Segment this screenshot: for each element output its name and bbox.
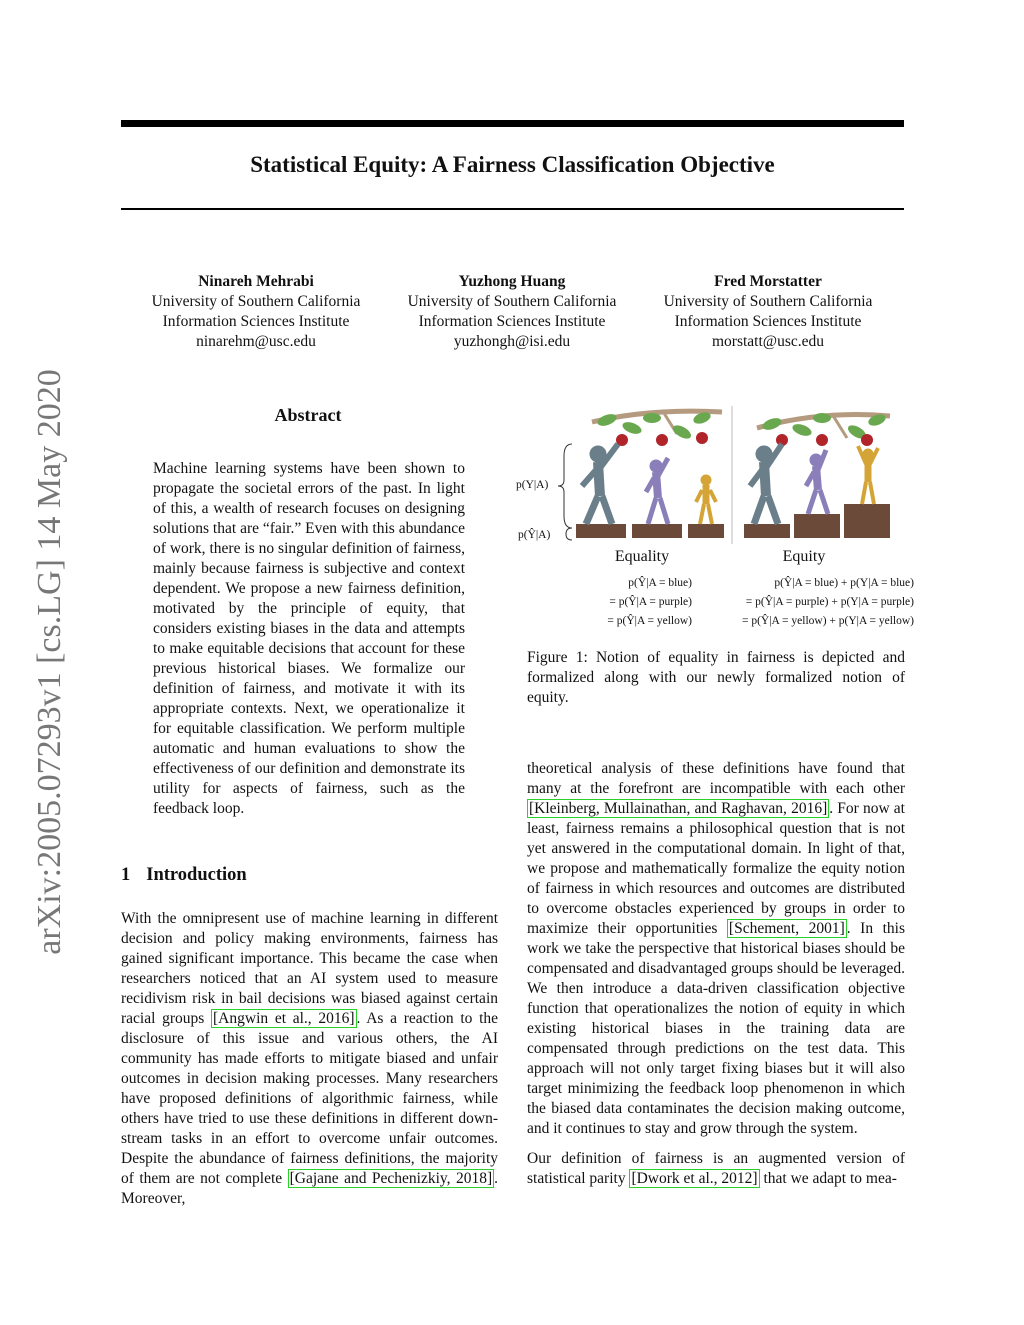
- equity-formula: [698, 574, 914, 631]
- person-purple-icon: [646, 458, 668, 524]
- box-icon: [576, 524, 626, 538]
- author-affiliation: Information Sciences Institute: [162, 313, 350, 330]
- formula-line: p(Ŷ|A = blue) + p(Y|A = blue): [774, 577, 914, 589]
- formula-line: = p(Ŷ|A = purple): [609, 596, 692, 608]
- equality-formula: [562, 574, 692, 631]
- box-icon: [794, 514, 840, 538]
- author-1: [128, 272, 384, 352]
- formula-line: = p(Ŷ|A = purple) + p(Y|A = purple): [745, 596, 914, 608]
- section-heading: [121, 865, 263, 886]
- equity-figures: [744, 444, 890, 538]
- person-blue-icon: [582, 444, 618, 524]
- author-3: [640, 272, 896, 352]
- label-p-y-a: p(Y|A): [516, 479, 549, 491]
- intro-left-column: [121, 909, 498, 1209]
- citation-link[interactable]: [Gajane and Pechenizkiy, 2018]: [289, 1170, 493, 1187]
- author-affiliation: University of Southern California: [151, 293, 361, 310]
- box-icon: [688, 524, 724, 538]
- citation-link[interactable]: [Dwork et al., 2012]: [631, 1170, 758, 1187]
- person-blue-icon: [750, 444, 782, 524]
- body-text: With the omnipresent use of machine learning in different decision and policy making environments, fairness has gained significant importance. This became the case when researchers noticed that an AI system used to measure recidivism risk in bail decisions was biased against certain racial groups: [121, 910, 498, 1027]
- author-name: Ninareh Mehrabi: [198, 273, 314, 290]
- paragraph: [527, 1149, 905, 1189]
- citation-link[interactable]: [Schement, 2001]: [728, 920, 845, 937]
- person-yellow-icon: [696, 475, 716, 524]
- apple-icon: [816, 434, 828, 446]
- equity-label: Equity: [782, 548, 826, 565]
- author-email: morstatt@usc.edu: [712, 333, 824, 350]
- tree-branch-icon: [757, 412, 890, 446]
- figure-1: [512, 404, 912, 636]
- section-title: Introduction: [146, 865, 247, 885]
- box-icon: [844, 504, 890, 538]
- author-affiliation: University of Southern California: [407, 293, 617, 310]
- abstract-text: Machine learning systems have been shown to propagate the societal errors of the past. In light of this, a wealth of research focuses on designing solutions that are “fair.” Even with this abundance of work, there is no singular definition of fairness, mainly because fairness is subjective and context dependent. We propose a new fairness definition, motivated by the principle of equity, that considers existing biases in the data and attempts to make equitable decisions that account for these previous historical biases. We formalize our definition of fairness, and motivate it with its appropriate contexts. Next, we operationalize it for equitable classification. We perform multiple automatic and human evaluations to show the effectiveness of our definition and demonstrate its utility for aspects of fairness, such as the feedback loop.: [153, 460, 465, 817]
- arxiv-sidebar: arXiv:2005.07293v1 [cs.LG] 14 May 2020: [31, 369, 68, 955]
- citation-link[interactable]: [Kleinberg, Mullainathan, and Raghavan, 2016]: [529, 800, 828, 817]
- brace-icon: [558, 444, 572, 528]
- author-affiliation: Information Sciences Institute: [418, 313, 606, 330]
- figure-caption: Figure 1: Notion of equality in fairness is depicted and formalized along with our newly formalized notion of equity.: [527, 649, 905, 706]
- intro-right-column: [527, 759, 905, 1189]
- apple-icon: [696, 432, 708, 444]
- author-email: ninarehm@usc.edu: [196, 333, 316, 350]
- title-rule: [121, 208, 904, 210]
- author-2: [384, 272, 640, 352]
- abstract-heading: Abstract: [274, 405, 342, 425]
- brace-icon: [566, 528, 572, 540]
- body-text: . In this work we take the perspective that historical biases should be compensated and disadvantaged groups should be leveraged. We then introduce a data-driven classification objective function that operationalizes the notion of equity in which existing historical biases in the training data are compensated through predictions on the test data. This approach will not only target fixing biases but it will also target minimizing the feedback loop phenomenon in which the biased data contaminates the decision making outcome, and it continues to stay and grow through the system.: [527, 920, 905, 1137]
- equality-label: Equality: [614, 548, 670, 565]
- author-email: yuzhongh@isi.edu: [453, 333, 571, 350]
- formula-line: = p(Ŷ|A = yellow): [607, 615, 692, 627]
- author-affiliation: Information Sciences Institute: [674, 313, 862, 330]
- person-yellow-icon: [858, 446, 878, 504]
- box-icon: [744, 524, 790, 538]
- tree-branch-icon: [592, 410, 722, 446]
- paper-title: Statistical Equity: A Fairness Classification Objective: [250, 152, 775, 177]
- body-text: . For now at least, fairness remains a philosophical question that is not yet answered in the computational domain. In light of that, we propose and mathematically formalize the equity notion of fairness in which resources and outcomes are distributed to overcome obstacles experienced by groups in order to maximize their opportunities: [527, 800, 905, 937]
- apple-icon: [861, 434, 873, 446]
- apple-icon: [656, 434, 668, 446]
- author-name: Yuzhong Huang: [458, 273, 566, 290]
- body-text: that we adapt to mea-: [759, 1170, 897, 1187]
- top-rule: [121, 120, 904, 127]
- body-text: theoretical analysis of these definitions have found that many at the forefront are incompatible with each other: [527, 760, 905, 797]
- body-text: Our definition of fairness is an augmented version of statistical parity: [527, 1150, 905, 1187]
- author-affiliation: University of Southern California: [663, 293, 873, 310]
- body-text: . Moreover,: [121, 1170, 498, 1207]
- person-purple-icon: [806, 450, 828, 514]
- author-name: Fred Morstatter: [714, 273, 822, 290]
- citation-link[interactable]: [Angwin et al., 2016]: [213, 1010, 355, 1027]
- formula-line: = p(Ŷ|A = yellow) + p(Y|A = yellow): [741, 615, 914, 627]
- body-text: . As a reaction to the disclosure of this issue and various others, the AI community has made efforts to mitigate biased and unfair outcomes in decision making processes. Many researchers have proposed definitions of algorithmic fairness, while others have tried to use these definitions in different down-stream tasks in an effort to overcome unfair outcomes. Despite the abundance of fairness definitions, the majority of them are not complete: [121, 1010, 499, 1187]
- formula-line: p(Ŷ|A = blue): [628, 577, 692, 589]
- paragraph: [527, 759, 905, 1139]
- box-icon: [632, 524, 682, 538]
- section-number: 1: [121, 865, 131, 885]
- equality-figures: [576, 444, 724, 538]
- label-p-yhat-a: p(Ŷ|A): [518, 529, 551, 541]
